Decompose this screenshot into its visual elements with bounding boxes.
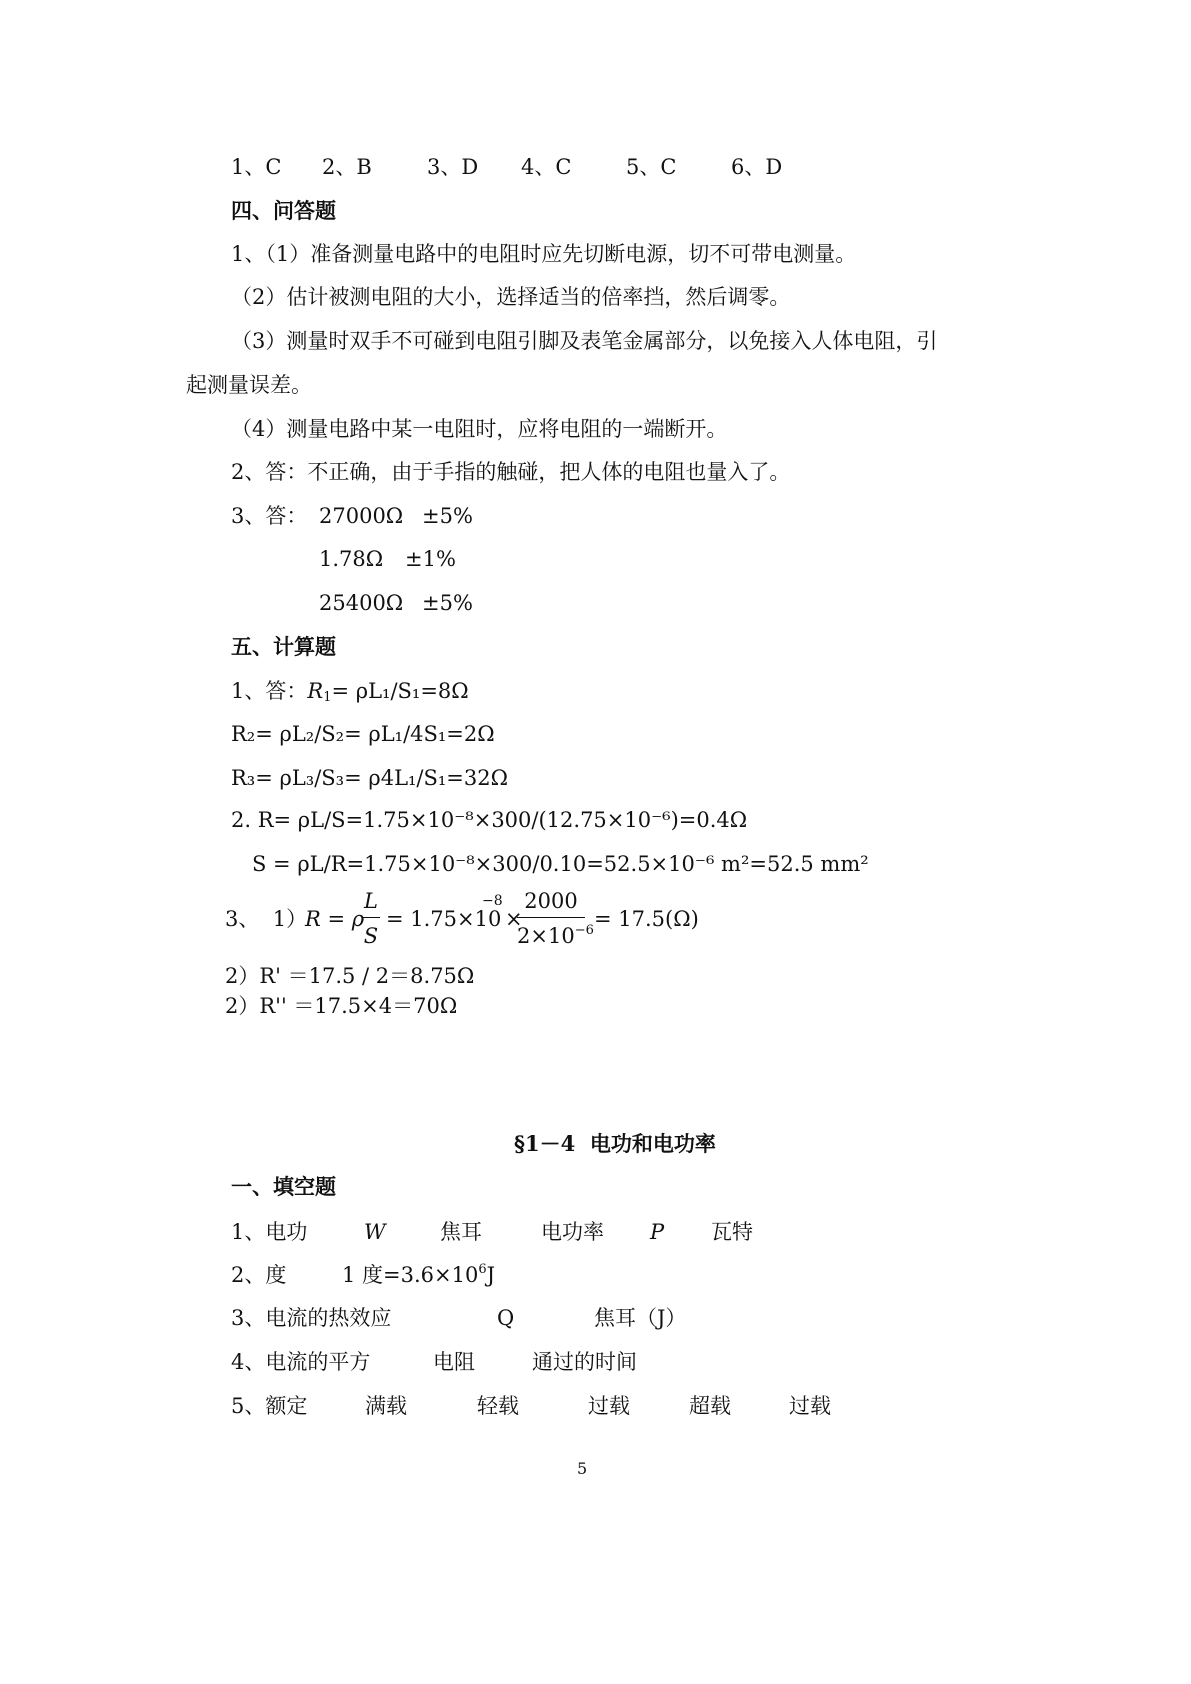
calc1-prefix: 1、答： — [231, 679, 308, 703]
calc3-frac1-denominator: S — [363, 924, 379, 948]
q3-value-2: 1.78Ω — [319, 547, 384, 571]
calc3-frac2-numerator: 2000 — [517, 889, 585, 918]
fill-row2-item2 — [342, 1262, 495, 1288]
fill-row3-item2: Q — [497, 1306, 515, 1330]
fill-row4-item3: 通过的时间 — [532, 1350, 637, 1374]
calc2-line2: S = ρL/R=1.75×10⁻⁸×300/0.10=52.5×10⁻⁶ m²=52.5 mm² — [252, 852, 869, 876]
calc3-fraction-2000 — [517, 889, 594, 948]
fill-row3-item3: 焦耳（J） — [594, 1306, 687, 1330]
calc3-frac1-numerator: L — [362, 889, 380, 918]
fill-row2-item1: 2、度 — [231, 1263, 287, 1287]
fill-row1-item5: P — [650, 1220, 665, 1244]
calc3-frac2-den-base: 2×10 — [517, 924, 575, 948]
mc-answer-2: 2、B — [322, 155, 372, 179]
section5-heading: 五、计算题 — [231, 634, 336, 659]
fill-row1-item6: 瓦特 — [711, 1220, 753, 1244]
calc1-formula: = ρL₁/S₁=8Ω — [331, 679, 469, 703]
mc-answer-5: 5、C — [626, 155, 677, 179]
page-number: 5 — [577, 1459, 588, 1478]
fill-in-heading: 一、填空题 — [231, 1174, 336, 1199]
calc1-r-subscript: 1 — [323, 690, 332, 705]
q3-tol-3: ±5% — [422, 591, 473, 615]
fill-row5-item5: 超载 — [689, 1394, 731, 1418]
q1-part4: （4）测量电路中某一电阻时，应将电阻的一端断开。 — [231, 417, 728, 441]
fill-row3-item1: 3、电流的热效应 — [231, 1306, 392, 1330]
fill-row4-item1: 4、电流的平方 — [231, 1350, 371, 1374]
calc3-line3: 2）R'' ＝17.5×4＝70Ω — [225, 994, 458, 1018]
calc1-line2: R₂= ρL₂/S₂= ρL₁/4S₁=2Ω — [231, 722, 495, 746]
q3-prefix: 3、答： — [231, 504, 308, 528]
fill-row1-item4: 电功率 — [541, 1220, 604, 1244]
mc-answer-3: 3、D — [427, 155, 479, 179]
section4-heading: 四、问答题 — [231, 198, 336, 223]
fill-row2-exp: 6 — [478, 1262, 487, 1277]
fill-row5-item6: 过载 — [789, 1394, 831, 1418]
fill-row5-item4: 过载 — [588, 1394, 630, 1418]
calc3-line2: 2）R' ＝17.5 / 2＝8.75Ω — [225, 964, 475, 988]
fill-row5-item1: 5、额定 — [231, 1394, 308, 1418]
calc3-times: × — [505, 907, 523, 931]
q1-part3b: 起测量误差。 — [186, 373, 312, 397]
q3-value-1: 27000Ω — [319, 504, 404, 528]
fill-row1-item2: W — [364, 1220, 386, 1244]
section-title: §1－4 电功和电功率 — [514, 1131, 716, 1156]
calc3-exp1: −8 — [482, 893, 503, 909]
calc3-exp2: −6 — [574, 923, 594, 938]
fill-row1-item3: 焦耳 — [440, 1220, 482, 1244]
fill-row5-item3: 轻载 — [477, 1394, 519, 1418]
fill-row2-base: 1 度=3.6×10 — [342, 1263, 479, 1287]
q1-part1: 1、（1）准备测量电路中的电阻时应先切断电源，切不可带电测量。 — [231, 242, 857, 266]
q3-tol-1: ±5% — [422, 504, 473, 528]
fill-row1-item1: 1、电功 — [231, 1220, 308, 1244]
q1-part3a: （3）测量时双手不可碰到电阻引脚及表笔金属部分，以免接入人体电阻，引 — [231, 329, 938, 353]
mc-answer-1: 1、C — [231, 155, 282, 179]
calc3-fraction-l-over-s — [362, 889, 380, 948]
fill-row4-item2: 电阻 — [433, 1350, 475, 1374]
mc-answer-4: 4、C — [521, 155, 572, 179]
calc1-line3: R₃= ρL₃/S₃= ρ4L₁/S₁=32Ω — [231, 766, 509, 790]
calc1-line1 — [231, 678, 469, 704]
q2-answer: 2、答：不正确，由于手指的触碰，把人体的电阻也量入了。 — [231, 460, 791, 484]
calc1-r-symbol: R — [307, 679, 324, 703]
fill-row2-unit: J — [486, 1263, 496, 1287]
q3-tol-2: ±1% — [405, 547, 456, 571]
calc3-frac2-denominator — [517, 918, 594, 948]
fill-row5-item2: 满载 — [365, 1394, 407, 1418]
calc3-lhs: R = ρ — [305, 907, 365, 931]
mc-answer-6: 6、D — [731, 155, 783, 179]
q1-part2: （2）估计被测电阻的大小，选择适当的倍率挡，然后调零。 — [231, 285, 791, 309]
calc3-result: = 17.5(Ω) — [594, 907, 699, 931]
calc3-prefix: 3、 1） — [225, 907, 308, 931]
calc3-mid: = 1.75×10 — [386, 907, 502, 931]
q3-value-3: 25400Ω — [319, 591, 404, 615]
calc2-line1: 2. R= ρL/S=1.75×10⁻⁸×300/(12.75×10⁻⁶)=0.4Ω — [231, 808, 748, 832]
